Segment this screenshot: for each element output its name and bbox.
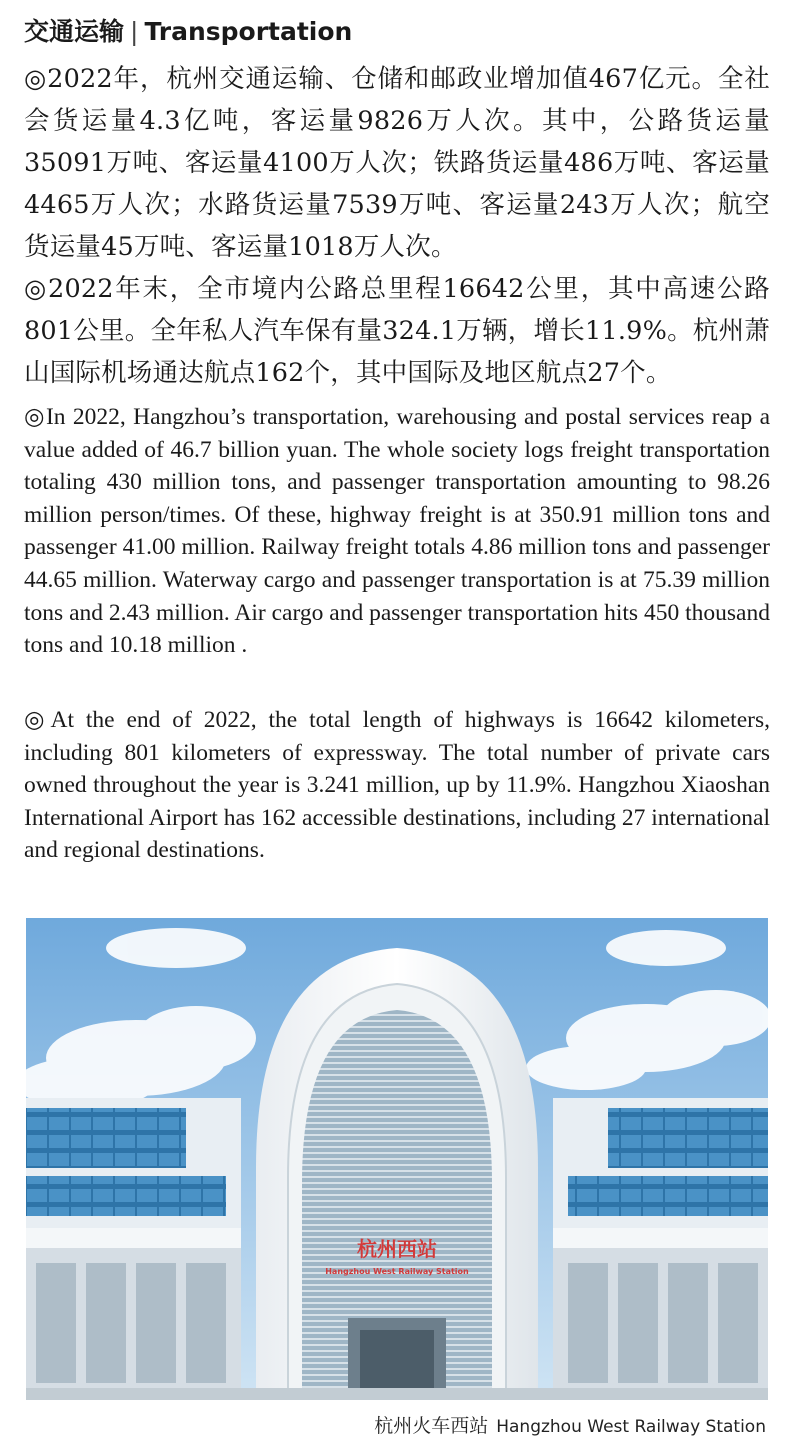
section-title-en: Transportation: [144, 17, 353, 46]
title-separator: |: [130, 17, 139, 46]
caption-zh: 杭州火车西站: [374, 1415, 489, 1437]
caption-en: Hangzhou West Railway Station: [496, 1417, 766, 1437]
paragraph-en-highway: ◎At the end of 2022, the total length of highways is 16642 kilometers, including 801 kilometers of expressway. The total number of private cars owned throughout the year is 3.241 million, up by 11.9%. Hangzhou Xiaoshan International Airport has 162 accessible destinations, including 27 international and regional destinations.: [24, 707, 770, 864]
station-sign-zh: 杭州西站: [357, 1237, 437, 1261]
section-title-zh: 交通运输: [24, 17, 125, 46]
paragraph-zh-highway: ◎2022年末，全市境内公路总里程16642公里，其中高速公路801公里。全年私人汽车保有量324.1万辆，增长11.9%。杭州萧山国际机场通达航点162个，其中国际及地区航点27个。: [24, 274, 770, 388]
station-photo: [26, 918, 768, 1400]
section-title: [24, 14, 352, 50]
station-sign-en: Hangzhou West Railway Station: [325, 1267, 469, 1276]
paragraph-zh-freight: ◎2022年，杭州交通运输、仓储和邮政业增加值467亿元。全社会货运量4.3亿吨，客运量9826万人次。其中，公路货运量35091万吨、客运量4100万人次；铁路货运量486万吨、客运量4465万人次；水路货运量7539万吨、客运量243万人次；航空货运量45万吨、客运量1018万人次。: [24, 64, 770, 262]
paragraph-en-freight: ◎In 2022, Hangzhou’s transportation, warehousing and postal services reap a value added of 46.7 billion yuan. The whole society logs freight transportation totaling 430 million tons, and passenger transportation amounting to 98.26 million person/times. Of these, highway freight is at 350.91 million tons and passenger 41.00 million. Railway freight totals 4.86 million tons and passenger 44.65 million. Waterway cargo and passenger transportation is at 75.39 million tons and 2.43 million. Air cargo and passenger transportation hits 450 thousand tons and 10.18 million .: [24, 404, 770, 659]
photo-caption: [374, 1411, 766, 1442]
